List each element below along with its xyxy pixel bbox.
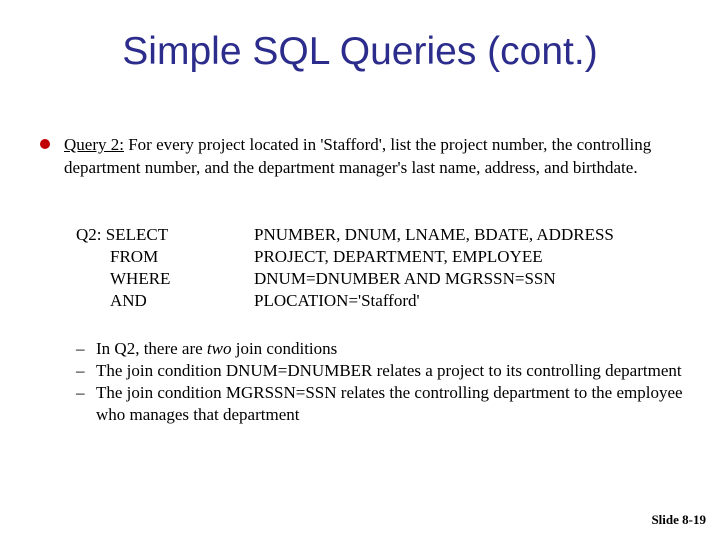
dash-bullet: – <box>76 361 85 380</box>
sql-keyword-from: FROM <box>110 247 159 266</box>
query-description-text <box>64 133 684 179</box>
slide-number: Slide 8-19 <box>651 512 706 527</box>
notes-list <box>76 338 696 426</box>
sql-clause-select: PNUMBER, DNUM, LNAME, BDATE, ADDRESS <box>254 225 614 244</box>
note-text-3: The join condition MGRSSN=SSN relates the controlling department to the employee who manages that department <box>96 383 683 424</box>
sql-clause-where: DNUM=DNUMBER AND MGRSSN=SSN <box>254 269 556 288</box>
note-item <box>76 360 696 382</box>
sql-keyword-and: AND <box>110 291 147 310</box>
note-emphasis: two <box>206 339 232 358</box>
sql-clause-and: PLOCATION='Stafford' <box>254 291 420 310</box>
bullet-dot-icon <box>40 139 50 149</box>
note-item <box>76 338 696 360</box>
note-text-1a: In Q2, there are <box>96 339 207 358</box>
dash-bullet: – <box>76 339 85 358</box>
sql-clause-from: PROJECT, DEPARTMENT, EMPLOYEE <box>254 247 543 266</box>
note-item <box>76 382 696 426</box>
note-text-2: The join condition DNUM=DNUMBER relates a project to its controlling department <box>96 361 682 380</box>
note-text-1b: join conditions <box>231 339 338 358</box>
dash-bullet: – <box>76 383 85 402</box>
slide-title: Simple SQL Queries (cont.) <box>122 30 598 73</box>
sql-keyword-select: Q2: SELECT <box>76 225 169 244</box>
query-label: Query 2: <box>64 135 124 154</box>
sql-keyword-where: WHERE <box>110 269 171 288</box>
query-description-body: For every project located in 'Stafford', list the project number, the controlling department number, and the department manager's last name, address, and birthdate. <box>64 135 652 177</box>
